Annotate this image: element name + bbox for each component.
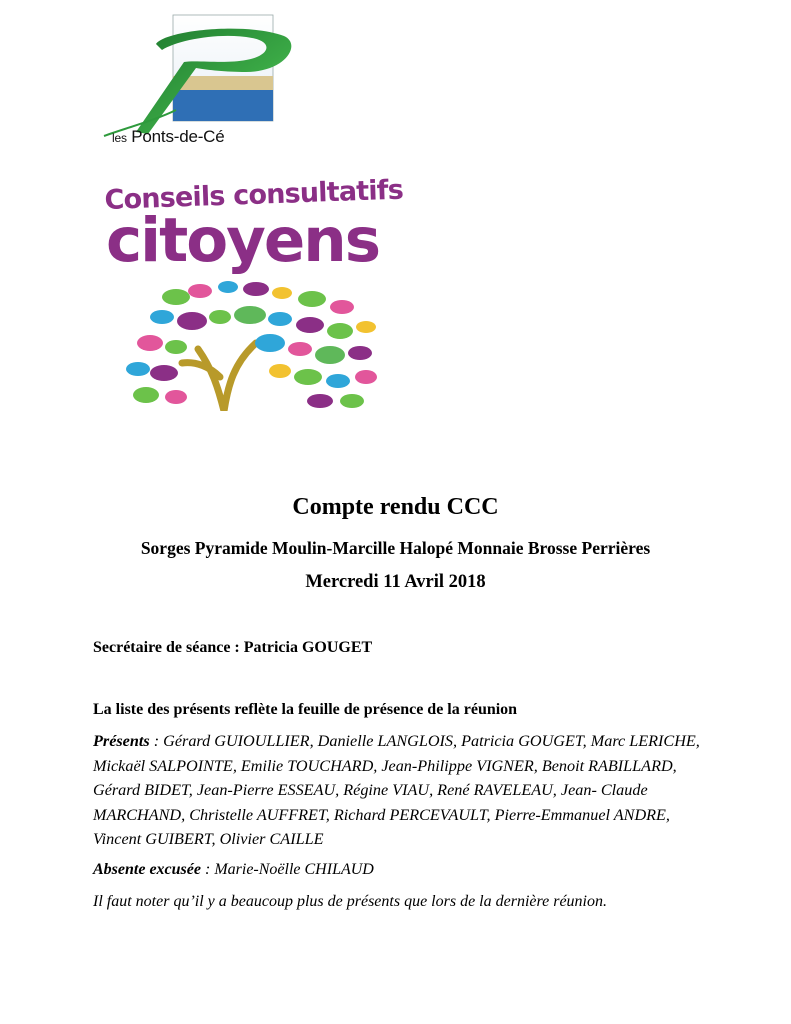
absente-label: Absente excusée (93, 861, 201, 878)
town-name: les Ponts-de-Cé (112, 127, 225, 146)
presents-paragraph (93, 729, 703, 852)
meeting-date: Mercredi 11 Avril 2018 (305, 572, 486, 592)
liste-presents-heading: La liste des présents reflète la feuille de présence de la réunion (93, 701, 518, 718)
presents-label: Présents (93, 732, 150, 750)
page-subtitle: Sorges Pyramide Moulin-Marcille Halopé Monnaie Brosse Perrières (140, 538, 651, 558)
ccc-logo (104, 174, 404, 413)
absente-paragraph (93, 858, 703, 883)
ponts-de-ce-logo (96, 14, 296, 146)
absente-name: : Marie-Noëlle CHILAUD (200, 861, 374, 878)
secretaire-de-seance: Secrétaire de séance : Patricia GOUGET (93, 639, 373, 656)
ccc-logo-line2: citoyens (106, 205, 380, 276)
ccc-logo-line1: Conseils consultatifs (104, 174, 404, 216)
page-title: Compte rendu CCC (292, 494, 499, 520)
note-paragraph: Il faut noter qu’il y a beaucoup plus de présents que lors de la dernière réunion. (93, 893, 607, 910)
presents-list: : Gérard GUIOULLIER, Danielle LANGLOIS, Patricia GOUGET, Marc LERICHE, Mickaël SALPOINTE, Emilie TOUCHARD, Jean-Philippe VIGNER, Benoit RABILLARD, Gérard BIDET, Jean-Pierre ESSEAU, Régine VIAU, René RAVELEAU, Jean- Claude MARCHAND, Christelle AUFFRET, Richard PERCEVAULT, Pierre-Emmanuel ANDRE, Vincent GUIBERT, Olivier CAILLE (93, 732, 700, 848)
speech-bubble-tree-icon (116, 277, 386, 411)
